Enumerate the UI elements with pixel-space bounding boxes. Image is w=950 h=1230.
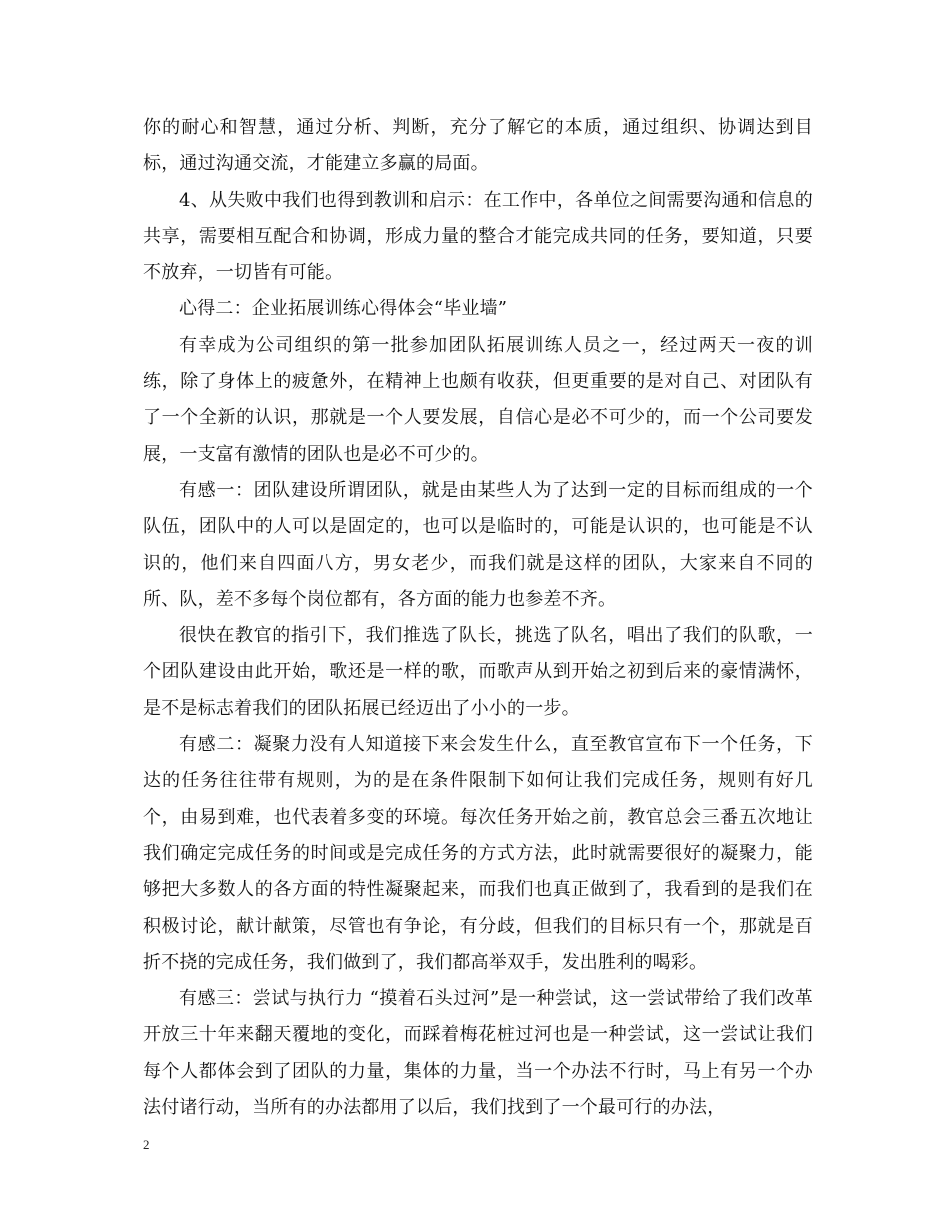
paragraph-7: 有感二：凝聚力没有人知道接下来会发生什么，直至教官宣布下一个任务，下达的任务往往带有规则，为的是在条件限制下如何让我们完成任务，规则有好几个，由易到难，也代表着多变的环境。每次任务开始之前，教官总会三番五次地让我们确定完成任务的时间或是完成任务的方式方法，此时就需要很好的凝聚力，能够把大多数人的各方面的特性凝聚起来，而我们也真正做到了，我看到的是我们在积极讨论，献计献策，尽管也有争论，有分歧，但我们的目标只有一个，那就是百折不挠的完成任务，我们做到了，我们都高举双手，发出胜利的喝彩。 — [143, 734, 813, 973]
paragraph-1: 你的耐心和智慧，通过分析、判断，充分了解它的本质，通过组织、协调达到目标，通过沟通交流，才能建立多赢的局面。 — [143, 117, 813, 175]
paragraph-3-heading: 心得二：企业拓展训练心得体会“毕业墙” — [179, 298, 508, 320]
paragraph-4: 有幸成为公司组织的第一批参加团队拓展训练人员之一，经过两天一夜的训练，除了身体上的疲惫外，在精神上也颇有收获，但更重要的是对自己、对团队有了一个全新的认识，那就是一个人要发展，自信心是必不可少的，而一个公司要发展，一支富有激情的团队也是必不可少的。 — [143, 334, 813, 465]
document-body — [143, 110, 813, 1126]
paragraph-5: 有感一：团队建设所谓团队，就是由某些人为了达到一定的目标而组成的一个队伍，团队中的人可以是固定的，也可以是临时的，可能是认识的，也可能是不认识的，他们来自四面八方，男女老少，而我们就是这样的团队，大家来自不同的所、队，差不多每个岗位都有，各方面的能力也参差不齐。 — [143, 479, 813, 610]
paragraph-8: 有感三：尝试与执行力 “摸着石头过河”是一种尝试，这一尝试带给了我们改革开放三十年来翻天覆地的变化，而踩着梅花桩过河也是一种尝试，这一尝试让我们每个人都体会到了团队的力量，集体的力量，当一个办法不行时，马上有另一个办法付诸行动，当所有的办法都用了以后，我们找到了一个最可行的办法， — [143, 988, 813, 1119]
page-number: 2 — [143, 1137, 150, 1152]
paragraph-6: 很快在教官的指引下，我们推选了队长，挑选了队名，唱出了我们的队歌，一个团队建设由此开始，歌还是一样的歌，而歌声从到开始之初到后来的豪情满怀，是不是标志着我们的团队拓展已经迈出了小小的一步。 — [143, 625, 813, 719]
paragraph-2: 4、从失败中我们也得到教训和启示：在工作中，各单位之间需要沟通和信息的共享，需要相互配合和协调，形成力量的整合才能完成共同的任务，要知道，只要不放弃，一切皆有可能。 — [143, 189, 813, 284]
